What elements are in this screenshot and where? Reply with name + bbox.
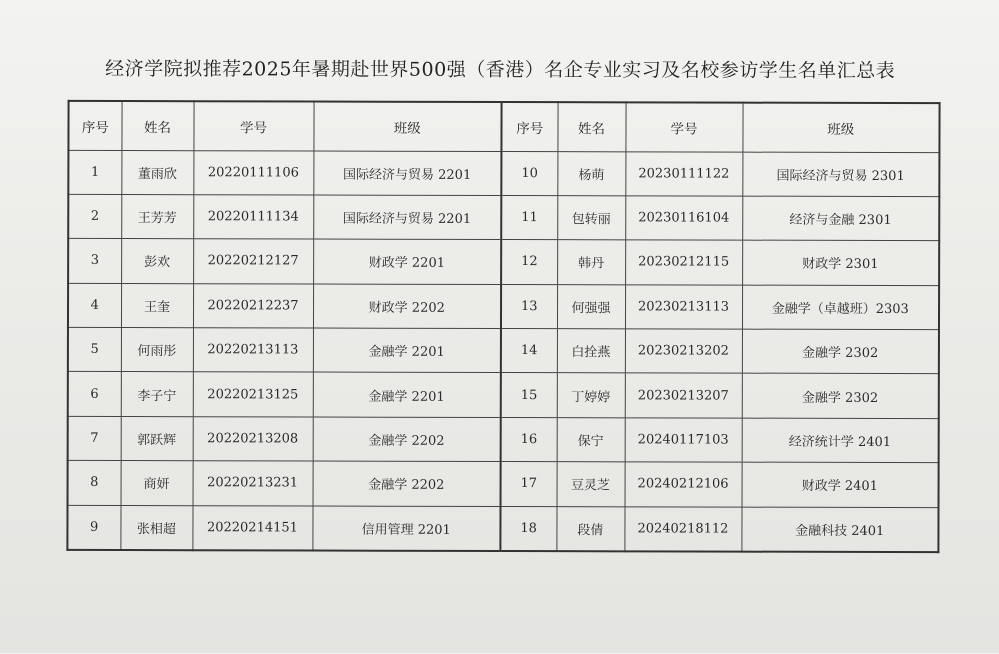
table-row — [68, 327, 939, 374]
header-class-right: 班级 — [742, 103, 939, 153]
cell-no-left: 7 — [68, 416, 121, 461]
cell-name-right: 何强强 — [557, 284, 625, 329]
cell-class-left: 财政学 2202 — [313, 284, 501, 329]
cell-id-right: 20240218112 — [624, 506, 741, 551]
cell-no-left: 3 — [68, 239, 121, 284]
cell-class-right: 金融学（卓越班）2303 — [742, 285, 939, 330]
cell-name-left: 商妍 — [121, 461, 193, 506]
cell-id-left: 20220111106 — [193, 150, 313, 195]
cell-id-left: 20220213125 — [193, 372, 313, 417]
cell-id-right: 20240212106 — [625, 462, 742, 507]
cell-id-right: 20230111122 — [625, 151, 742, 196]
cell-no-left: 6 — [68, 372, 121, 417]
header-class-left: 班级 — [313, 102, 501, 151]
cell-no-left: 2 — [68, 194, 121, 239]
cell-class-left: 金融学 2202 — [313, 461, 501, 506]
cell-no-left: 5 — [68, 327, 121, 372]
cell-id-left: 20220212237 — [193, 283, 313, 328]
cell-class-right: 经济与金融 2301 — [742, 196, 939, 241]
cell-no-right: 13 — [501, 284, 557, 329]
cell-name-left: 董雨欣 — [121, 150, 193, 195]
cell-name-left: 郭跃辉 — [121, 416, 193, 461]
table-row — [68, 372, 939, 419]
cell-id-right: 20240117103 — [625, 418, 742, 463]
cell-name-left: 张相超 — [120, 505, 192, 550]
cell-name-right: 白拴燕 — [557, 329, 625, 374]
cell-id-right: 20230212115 — [625, 240, 742, 285]
cell-class-right: 国际经济与贸易 2301 — [742, 152, 939, 197]
cell-name-right: 包转丽 — [557, 196, 625, 241]
cell-id-left: 20220213113 — [193, 328, 313, 373]
cell-class-right: 财政学 2301 — [742, 240, 939, 285]
cell-id-right: 20230213207 — [625, 373, 742, 418]
cell-name-right: 豆灵芝 — [557, 462, 625, 507]
cell-class-left: 国际经济与贸易 2201 — [313, 195, 501, 240]
cell-class-left: 信用管理 2201 — [312, 506, 500, 551]
header-name-left: 姓名 — [121, 101, 193, 150]
header-name-right: 姓名 — [557, 102, 625, 151]
table-row — [68, 194, 939, 241]
table-body — [67, 150, 939, 552]
cell-name-left: 何雨彤 — [121, 328, 193, 373]
cell-class-left: 财政学 2201 — [313, 239, 501, 284]
cell-id-left: 20220213231 — [193, 461, 313, 506]
table-row — [68, 416, 939, 463]
cell-no-right: 14 — [501, 329, 557, 374]
cell-id-right: 20230213113 — [625, 284, 742, 329]
cell-no-left: 1 — [68, 150, 121, 195]
cell-class-right: 金融学 2302 — [742, 374, 939, 419]
table-row — [68, 283, 939, 330]
cell-class-right: 经济统计学 2401 — [742, 418, 939, 463]
table-row — [67, 505, 938, 552]
cell-class-left: 金融学 2201 — [313, 372, 501, 417]
cell-no-right: 12 — [501, 240, 557, 285]
cell-name-left: 王奎 — [121, 283, 193, 328]
cell-no-right: 18 — [500, 506, 556, 551]
cell-no-left: 9 — [67, 505, 120, 550]
cell-class-left: 金融学 2202 — [313, 417, 501, 462]
cell-class-right: 金融学 2302 — [742, 329, 939, 374]
header-no-left: 序号 — [68, 101, 121, 150]
cell-no-right: 16 — [501, 417, 557, 462]
cell-id-left: 20220111134 — [193, 195, 313, 240]
table-row — [68, 150, 939, 197]
cell-name-left: 彭欢 — [121, 239, 193, 284]
cell-name-right: 段倩 — [556, 506, 624, 551]
header-id-left: 学号 — [193, 101, 313, 150]
cell-name-right: 丁婷婷 — [557, 373, 625, 418]
table-header-row — [68, 101, 939, 152]
header-id-right: 学号 — [625, 102, 742, 151]
cell-no-right: 15 — [501, 373, 557, 418]
student-roster-table — [66, 100, 940, 553]
cell-class-left: 国际经济与贸易 2201 — [313, 151, 501, 196]
cell-name-right: 韩丹 — [557, 240, 625, 285]
cell-class-left: 金融学 2201 — [313, 328, 501, 373]
table-row — [68, 461, 939, 508]
cell-class-right: 金融科技 2401 — [741, 507, 938, 552]
cell-no-left: 8 — [68, 461, 121, 506]
cell-name-right: 保宁 — [557, 417, 625, 462]
header-no-right: 序号 — [501, 102, 557, 151]
cell-name-right: 杨萌 — [557, 151, 625, 196]
cell-id-right: 20230213202 — [625, 329, 742, 374]
cell-no-right: 11 — [501, 195, 557, 240]
cell-id-left: 20220213208 — [193, 417, 313, 462]
document-title: 经济学院拟推荐2025年暑期赴世界500强（香港）名企专业实习及名校参访学生名单汇总表 — [105, 57, 896, 83]
cell-id-left: 20220214151 — [192, 505, 312, 550]
cell-id-left: 20220212127 — [193, 239, 313, 284]
cell-class-right: 财政学 2401 — [742, 462, 939, 507]
cell-no-right: 17 — [501, 462, 557, 507]
table-row — [68, 239, 939, 286]
cell-id-right: 20230116104 — [625, 196, 742, 241]
cell-no-left: 4 — [68, 283, 121, 328]
cell-no-right: 10 — [501, 151, 557, 196]
cell-name-left: 王芳芳 — [121, 194, 193, 239]
cell-name-left: 李子宁 — [121, 372, 193, 417]
